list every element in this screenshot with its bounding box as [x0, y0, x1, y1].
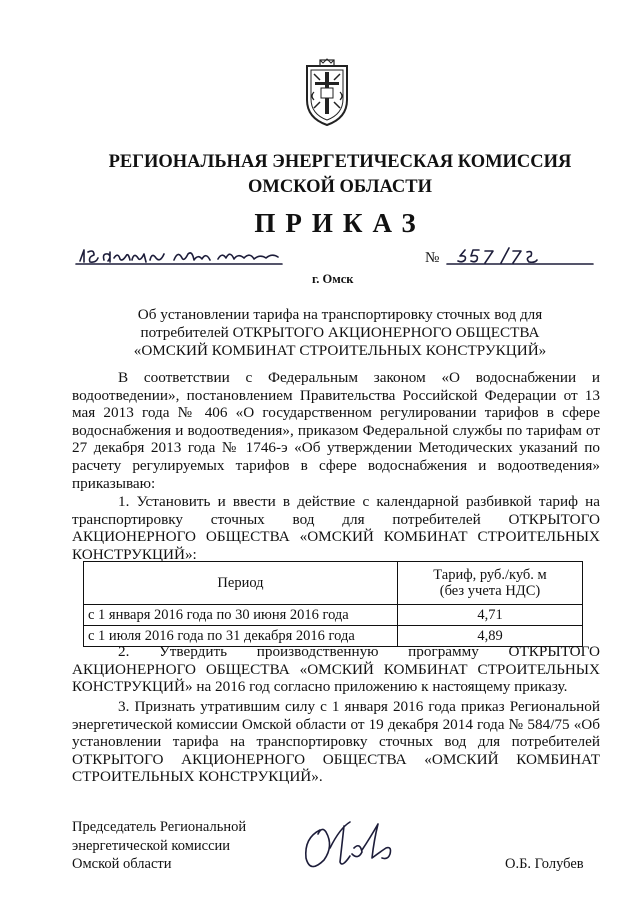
signatory-name: О.Б. Голубев	[505, 856, 584, 872]
item-2-paragraph	[72, 643, 600, 696]
item-2-line: АКЦИОНЕРНОГО ОБЩЕСТВА «ОМСКИЙ КОМБИНАТ СТРОИТЕЛЬНЫХ	[72, 660, 600, 678]
tariff-table	[83, 561, 583, 647]
column-header-period: Период	[84, 562, 398, 605]
preamble-line: водоснабжения и водоотведения», приказом Федеральной службы по тарифам от	[72, 421, 600, 439]
item-1-line: АКЦИОНЕРНОГО ОБЩЕСТВА «ОМСКИЙ КОМБИНАТ СТРОИТЕЛЬНЫХ	[72, 528, 600, 546]
subject-line: потребителей ОТКРЫТОГО АКЦИОНЕРНОГО ОБЩЕСТВА	[140, 324, 540, 341]
organization-line-2: ОМСКОЙ ОБЛАСТИ	[247, 177, 433, 197]
tariff-cell: 4,89	[398, 626, 583, 647]
item-3-line: ОТКРЫТОГО АКЦИОНЕРНОГО ОБЩЕСТВА «ОМСКИЙ КОМБИНАТ	[72, 750, 600, 768]
item-1-line: транспортировку сточных вод для потребителей ОТКРЫТОГО	[72, 510, 600, 528]
item-3-line: 3. Признать утратившим силу с 1 января 2016 года приказ Региональной	[118, 698, 600, 715]
preamble-line: расчету регулируемых тарифов в сфере водоснабжения и водоотведения»	[72, 456, 600, 474]
tariff-cell: 4,71	[398, 605, 583, 626]
period-cell: с 1 июля 2016 года по 31 декабря 2016 года	[84, 626, 398, 647]
order-number-label: №	[425, 250, 440, 266]
preamble-line: 27 декабря 2013 года № 1746-э «Об утверждении Методических указаний по	[72, 439, 600, 457]
table-header-row	[84, 562, 583, 605]
handwritten-date	[72, 244, 287, 270]
organization-line-1: РЕГИОНАЛЬНАЯ ЭНЕРГЕТИЧЕСКАЯ КОМИССИЯ	[108, 152, 572, 172]
item-3-line: энергетической комиссии Омской области от 19 декабря 2014 года № 584/75 «Об	[72, 715, 600, 733]
organization-name	[60, 150, 620, 200]
handwritten-signature	[300, 818, 430, 878]
handwritten-order-number	[445, 244, 595, 270]
item-1-line: КОНСТРУКЦИЙ»:	[72, 545, 197, 563]
tariff-header-line: Тариф, руб./куб. м	[433, 567, 547, 583]
item-2-line: 2. Утвердить производственную программу ОТКРЫТОГО	[118, 643, 600, 660]
preamble-line: приказываю:	[72, 474, 156, 492]
subject-line: Об установлении тарифа на транспортировку сточных вод для	[137, 306, 543, 323]
position-line: Председатель Региональной	[72, 819, 247, 835]
subject-line: «ОМСКИЙ КОМБИНАТ СТРОИТЕЛЬНЫХ КОНСТРУКЦИЙ»	[133, 342, 547, 359]
preamble-line: В соответствии с Федеральным законом «О водоснабжении и	[118, 369, 600, 386]
item-3-paragraph	[72, 698, 600, 786]
item-3-line: СТРОИТЕЛЬНЫХ КОНСТРУКЦИЙ».	[72, 768, 323, 786]
table-row	[84, 605, 583, 626]
item-1-paragraph	[72, 493, 600, 563]
signatory-position	[72, 818, 246, 874]
period-cell: с 1 января 2016 года по 30 июня 2016 года	[84, 605, 398, 626]
order-subject	[100, 306, 580, 360]
position-line: энергетической комиссии	[72, 837, 231, 854]
item-1-line: 1. Установить и ввести в действие с календарной разбивкой тариф на	[118, 493, 600, 510]
preamble-line: водоотведении», постановлением Правительства Российской Федерации от 13	[72, 386, 600, 404]
city-label: г. Омск	[312, 272, 354, 286]
item-2-line: КОНСТРУКЦИЙ» на 2016 год согласно приложению к настоящему приказу.	[72, 678, 568, 696]
item-3-line: установлении тарифа на транспортировку сточных вод для потребителей	[72, 733, 600, 751]
coat-of-arms-icon	[302, 58, 352, 128]
preamble-line: мая 2013 года № 406 «О государственном регулировании тарифов в сфере	[72, 404, 600, 422]
preamble-paragraph	[72, 369, 600, 492]
column-header-tariff	[398, 562, 583, 605]
tariff-header-line: (без учета НДС)	[439, 583, 541, 599]
document-title: ПРИКАЗ	[254, 208, 426, 238]
position-line: Омской области	[72, 856, 172, 872]
